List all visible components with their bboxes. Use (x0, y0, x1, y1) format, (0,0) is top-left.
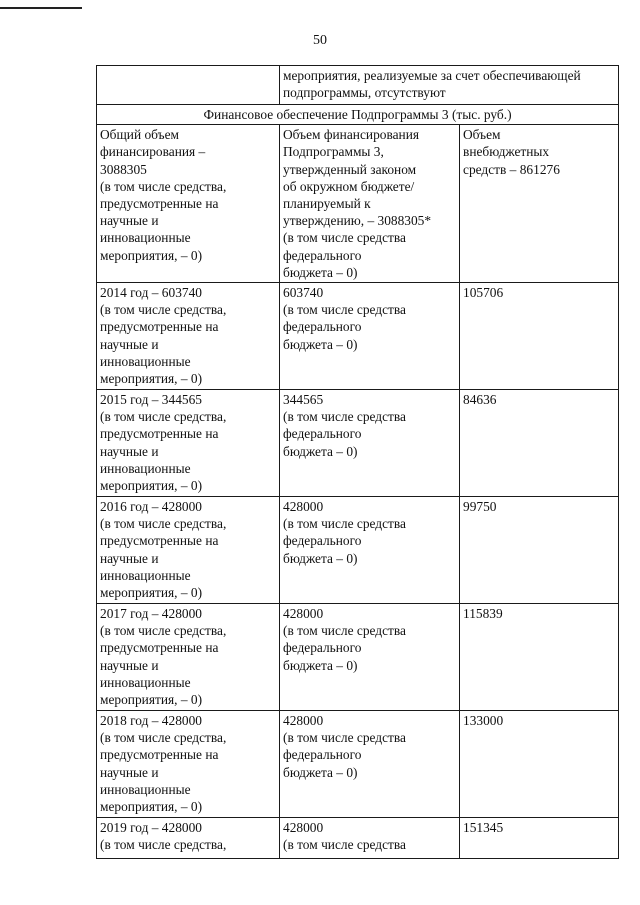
page-number: 50 (313, 33, 327, 48)
year-budget-cell: 428000 (в том числе средства федерального бюджета – 0) (280, 604, 460, 711)
table-row (97, 497, 619, 604)
budget-funding-cell: Объем финансирования Подпрограммы 3, утвержденный законом об окружном бюджете/ планируемый к утверждению, – 3088305* (в том числе средства федерального бюджета – 0) (280, 125, 460, 283)
year-extrabudgetary-cell: 115839 (460, 604, 619, 711)
year-total-cell: 2018 год – 428000 (в том числе средства, предусмотренные на научные и инновационные мероприятия, – 0) (97, 711, 280, 818)
year-extrabudgetary-cell: 84636 (460, 390, 619, 497)
top-rule (0, 7, 82, 9)
year-total-cell: 2019 год – 428000 (в том числе средства, (97, 818, 280, 859)
continuation-left-cell (97, 66, 280, 105)
year-extrabudgetary-cell: 105706 (460, 283, 619, 390)
table-row (97, 604, 619, 711)
total-funding-cell: Общий объем финансирования – 3088305 (в том числе средства, предусмотренные на научные и инновационные мероприятия, – 0) (97, 125, 280, 283)
year-extrabudgetary-cell: 151345 (460, 818, 619, 859)
table-row (97, 390, 619, 497)
year-total-cell: 2014 год – 603740 (в том числе средства, предусмотренные на научные и инновационные мероприятия, – 0) (97, 283, 280, 390)
extrabudgetary-cell: Объем внебюджетных средств – 861276 (460, 125, 619, 283)
year-budget-cell: 344565 (в том числе средства федерального бюджета – 0) (280, 390, 460, 497)
year-total-cell: 2017 год – 428000 (в том числе средства, предусмотренные на научные и инновационные мероприятия, – 0) (97, 604, 280, 711)
year-extrabudgetary-cell: 133000 (460, 711, 619, 818)
year-budget-cell: 428000 (в том числе средства федерального бюджета – 0) (280, 711, 460, 818)
section-title: Финансовое обеспечение Подпрограммы 3 (тыс. руб.) (97, 105, 619, 125)
table-row (97, 711, 619, 818)
continuation-row (97, 66, 619, 105)
year-budget-cell: 428000 (в том числе средства федерального бюджета – 0) (280, 497, 460, 604)
year-total-cell: 2016 год – 428000 (в том числе средства, предусмотренные на научные и инновационные мероприятия, – 0) (97, 497, 280, 604)
funding-table (96, 65, 619, 859)
section-row (97, 105, 619, 125)
year-budget-cell: 428000 (в том числе средства (280, 818, 460, 859)
table-row (97, 283, 619, 390)
year-budget-cell: 603740 (в том числе средства федерального бюджета – 0) (280, 283, 460, 390)
table-row (97, 818, 619, 859)
header-row (97, 125, 619, 283)
year-extrabudgetary-cell: 99750 (460, 497, 619, 604)
year-total-cell: 2015 год – 344565 (в том числе средства, предусмотренные на научные и инновационные мероприятия, – 0) (97, 390, 280, 497)
continuation-text-cell: мероприятия, реализуемые за счет обеспечивающей подпрограммы, отсутствуют (280, 66, 619, 105)
